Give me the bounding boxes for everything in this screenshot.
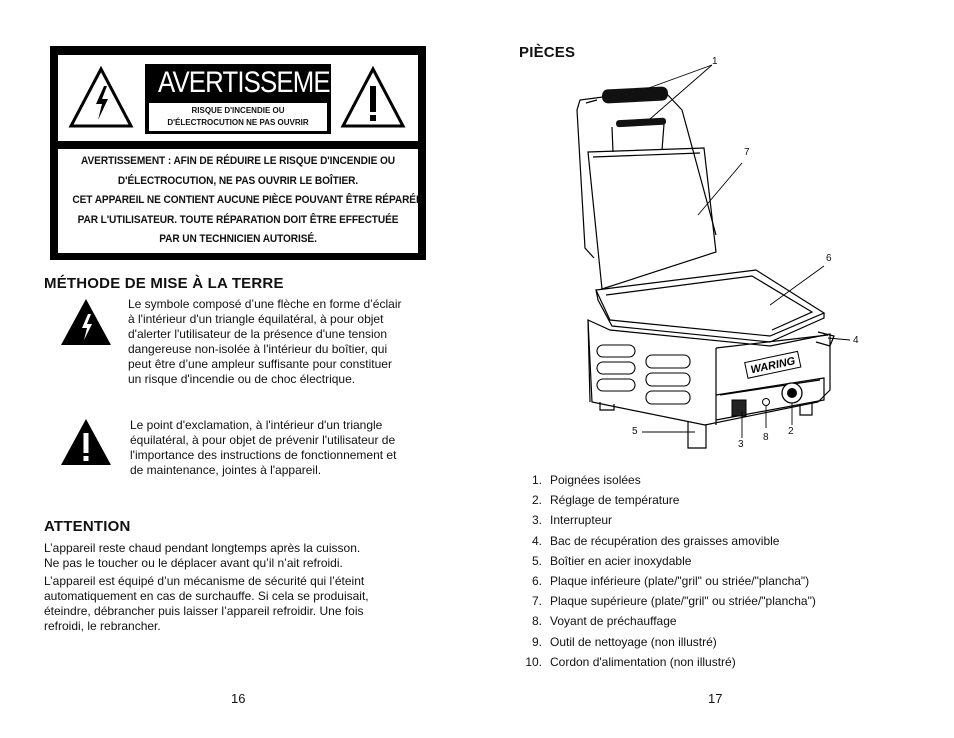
callout-5: 5 — [632, 426, 638, 437]
parts-heading: PIÈCES — [519, 44, 576, 61]
list-number: 1. — [531, 473, 542, 487]
warning-separator — [58, 141, 418, 149]
list-label: Plaque inférieure (plate/"gril" ou striée/"plancha") — [550, 573, 810, 588]
exclamation-explanation — [130, 418, 396, 478]
callout-4: 4 — [853, 335, 859, 346]
attention-paragraph-1 — [44, 541, 360, 571]
lightning-triangle-icon — [60, 298, 112, 346]
list-item — [512, 652, 736, 672]
list-label: Poignées isolées — [550, 473, 641, 487]
parts-list — [512, 470, 816, 672]
page-number-left: 16 — [231, 691, 246, 706]
warning-body-line: CET APPAREIL NE CONTIENT AUCUNE PIÈCE POUVANT ÊTRE RÉPARÉE — [72, 194, 423, 206]
list-label: Plaque supérieure (plate/"gril" ou striée/"plancha") — [550, 594, 816, 609]
warning-body-line: PAR L'UTILISATEUR. TOUTE RÉPARATION DOIT ÊTRE EFFECTUÉE — [77, 213, 399, 226]
list-label: Outil de nettoyage (non illustré) — [550, 634, 717, 649]
callout-1: 1 — [712, 56, 718, 67]
list-label: Interrupteur — [550, 513, 613, 528]
text-line: automatiquement en cas de surchauffe. Si cela se produisait, — [44, 589, 369, 603]
lightning-explanation — [128, 297, 401, 387]
lightning-warning-icon — [68, 64, 134, 130]
warning-subtitle — [149, 103, 327, 131]
attention-paragraph-2 — [44, 574, 369, 634]
warning-body — [58, 152, 423, 250]
warning-body-line: AVERTISSEMENT : AFIN DE RÉDUIRE LE RISQUE D'INCENDIE OU — [81, 155, 395, 167]
list-label: Cordon d'alimentation (non illustré) — [550, 654, 736, 669]
list-number: 4. — [531, 533, 542, 548]
list-label: Bac de récupération des graisses amovible — [550, 533, 780, 548]
list-number: 5. — [531, 553, 542, 568]
list-label: Réglage de température — [550, 493, 680, 508]
list-number: 8. — [531, 614, 542, 629]
text-line: Ne pas le toucher ou le déplacer avant qu’il n’ait refroidi. — [44, 556, 343, 570]
exclamation-triangle-icon — [60, 418, 112, 466]
callout-2: 2 — [788, 426, 794, 437]
callout-3: 3 — [738, 439, 744, 450]
text-line: de maintenance, jointes à l'appareil. — [130, 463, 322, 477]
text-line: à l'intérieur d'un triangle équilatéral, à pour objet — [128, 312, 384, 326]
brand-logo: WARING — [749, 355, 797, 377]
list-number: 2. — [531, 493, 542, 508]
text-line: L’appareil est équipé d’un mécanisme de sécurité qui l’éteint — [44, 574, 365, 588]
list-number: 3. — [531, 513, 542, 528]
list-item — [512, 611, 677, 631]
warning-body-line: PAR UN TECHNICIEN AUTORISÉ. — [159, 233, 317, 245]
list-number: 10. — [525, 654, 542, 669]
text-line: un risque d'incendie ou de choc électrique. — [128, 372, 356, 386]
list-label: Boîtier en acier inoxydable — [550, 553, 692, 568]
grounding-heading: MÉTHODE DE MISE À LA TERRE — [44, 275, 284, 292]
list-number: 7. — [531, 594, 542, 609]
warning-title: AVERTISSEMENT — [158, 66, 363, 99]
text-line: Le symbole composé d’une flèche en forme d’éclair — [128, 297, 402, 311]
list-item — [512, 490, 680, 510]
callout-6: 6 — [826, 253, 832, 264]
text-line: éteindre, débrancher puis laisser l’appareil refroidir. Une fois — [44, 604, 364, 618]
text-line: refroidi, le rebrancher. — [44, 619, 161, 633]
grill-diagram — [570, 55, 870, 455]
text-line: équilatéral, à pour objet de prévenir l'utilisateur de — [130, 433, 396, 447]
text-line: d'alerter l'utilisateur de la présence d'une tension — [128, 327, 388, 341]
list-item — [512, 571, 810, 591]
list-number: 9. — [531, 634, 542, 649]
warning-subtitle-line: D'ÉLECTROCUTION NE PAS OUVRIR — [167, 118, 309, 127]
list-item — [512, 551, 692, 571]
attention-heading: ATTENTION — [44, 518, 131, 535]
text-line: peut être d’une ampleur suffisante pour constituer — [128, 357, 392, 371]
page-number-right: 17 — [708, 691, 723, 706]
list-item — [512, 531, 780, 551]
list-item — [512, 632, 717, 652]
text-line: Le point d'exclamation, à l'intérieur d'un triangle — [130, 418, 383, 432]
text-line: dangereuse non-isolée à l'intérieur du boîtier, qui — [128, 342, 388, 356]
list-number: 6. — [531, 573, 542, 588]
callout-7: 7 — [744, 147, 750, 158]
list-item — [512, 591, 816, 611]
text-line: L’appareil reste chaud pendant longtemps après la cuisson. — [44, 541, 361, 555]
list-label: Voyant de préchauffage — [550, 614, 677, 629]
callout-8: 8 — [763, 432, 769, 443]
warning-body-line: D'ÉLECTROCUTION, NE PAS OUVRIR LE BOÎTIER. — [117, 174, 359, 187]
text-line: l'importance des instructions de fonctionnement et — [130, 448, 397, 462]
warning-subtitle-line: RISQUE D'INCENDIE OU — [191, 106, 285, 115]
list-item — [512, 510, 613, 530]
list-item — [512, 470, 641, 490]
